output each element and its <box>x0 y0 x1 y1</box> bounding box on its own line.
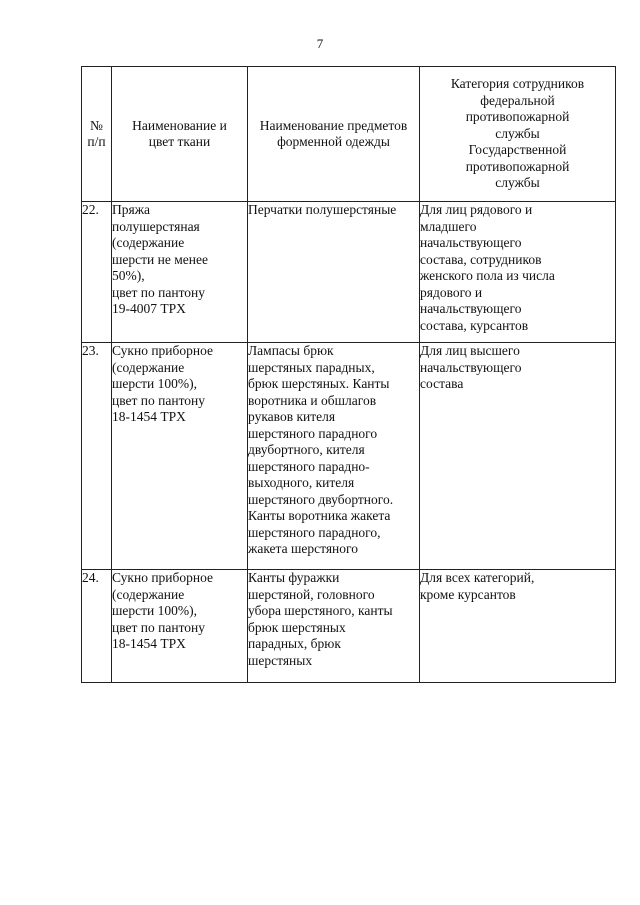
table-row <box>82 570 616 683</box>
uniform-fabric-table <box>81 66 616 683</box>
table-row <box>82 202 616 343</box>
row-number: 23. <box>82 343 112 570</box>
row-category: Для лиц рядового и младшего начальствующего состава, сотрудников женского пола из числа рядового и начальствующего состава, курсантов <box>420 202 616 343</box>
row-items: Лампасы брюк шерстяных парадных, брюк шерстяных. Канты воротника и обшлагов рукавов кителя шерстяного парадного двубортного, кителя шерстяного парадно- выходного, кителя шерстяного двубортного. Канты воротника жакета шерстяного парадного, жакета шерстяного <box>248 343 420 570</box>
row-fabric: Сукно приборное (содержание шерсти 100%), цвет по пантону 18-1454 TPX <box>112 343 248 570</box>
row-category: Для всех категорий, кроме курсантов <box>420 570 616 683</box>
header-fabric: Наименование и цвет ткани <box>112 67 248 202</box>
row-items: Канты фуражки шерстяной, головного убора шерстяного, канты брюк шерстяных парадных, брюк шерстяных <box>248 570 420 683</box>
row-category: Для лиц высшего начальствующего состава <box>420 343 616 570</box>
header-category: Категория сотрудников федеральной противопожарной службы Государственной противопожарной службы <box>420 67 616 202</box>
row-number: 24. <box>82 570 112 683</box>
header-items: Наименование предметов форменной одежды <box>248 67 420 202</box>
row-fabric: Сукно приборное (содержание шерсти 100%), цвет по пантону 18-1454 TPX <box>112 570 248 683</box>
table-header-row <box>82 67 616 202</box>
row-items: Перчатки полушерстяные <box>248 202 420 343</box>
header-number: № п/п <box>82 67 112 202</box>
row-fabric: Пряжа полушерстяная (содержание шерсти не менее 50%), цвет по пантону 19-4007 TPX <box>112 202 248 343</box>
row-number: 22. <box>82 202 112 343</box>
table-row <box>82 343 616 570</box>
page-number: 7 <box>316 36 324 51</box>
